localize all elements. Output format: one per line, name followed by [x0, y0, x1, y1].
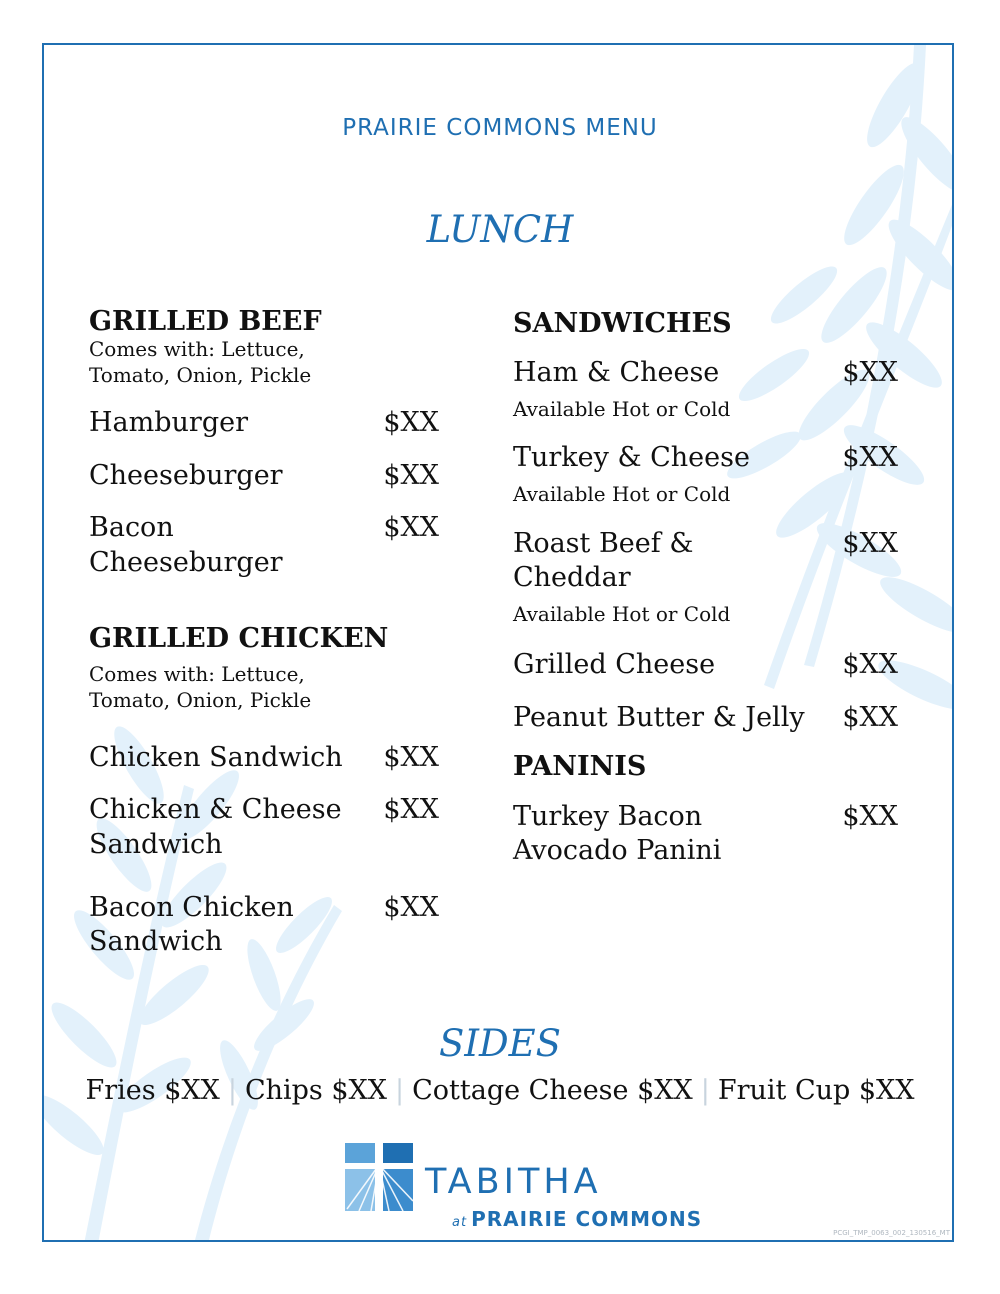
- item-name: [513, 527, 838, 631]
- item-name-line1: Turkey Bacon: [513, 800, 703, 832]
- item-name-line2: Cheeseburger: [89, 546, 283, 578]
- tabitha-logo-icon: [345, 1143, 413, 1211]
- side-chips-name: Chips: [244, 1075, 323, 1106]
- menu-item-hamburger: [89, 406, 439, 441]
- item-name: Grilled Cheese: [513, 649, 716, 681]
- side-separator: |: [395, 1075, 405, 1106]
- item-name-line2: Sandwich: [89, 828, 223, 860]
- item-price: $XX: [383, 741, 439, 773]
- grilled-chicken-desc-line1: Comes with: Lettuce,: [89, 661, 305, 686]
- item-name: [89, 511, 379, 580]
- side-fruit-cup-price: $XX: [858, 1075, 915, 1106]
- sandwiches-title: SANDWICHES: [513, 308, 732, 339]
- grilled-beef-desc-line1: Comes with: Lettuce,: [89, 337, 305, 362]
- grilled-beef-desc-line2: Tomato, Onion, Pickle: [89, 363, 312, 388]
- item-name-line2: Sandwich: [89, 926, 223, 958]
- item-price: $XX: [842, 442, 898, 474]
- item-price: $XX: [383, 794, 439, 826]
- item-name: [513, 800, 838, 869]
- menu-item-bacon-chicken-sandwich: [89, 891, 439, 960]
- side-cottage-cheese-name: Cottage Cheese: [412, 1075, 629, 1106]
- menu-item-peanut-butter-jelly: [513, 701, 898, 736]
- menu-header: PRAIRIE COMMONS MENU: [342, 115, 658, 141]
- logo-wordmark: TABITHA: [425, 1162, 602, 1202]
- side-fries-price: $XX: [164, 1075, 220, 1106]
- item-name: Hamburger: [89, 407, 248, 439]
- item-name-line1: Bacon Chicken: [89, 891, 294, 923]
- logo-at: at: [452, 1215, 468, 1230]
- grilled-chicken-title: GRILLED CHICKEN: [89, 622, 389, 654]
- item-price: $XX: [842, 800, 898, 832]
- side-separator: |: [227, 1075, 237, 1106]
- logo-subtitle: [452, 1207, 702, 1231]
- menu-item-turkey-bacon-avocado-panini: [513, 800, 898, 869]
- item-name: Peanut Butter & Jelly: [513, 701, 805, 733]
- item-name-text: Turkey & Cheese: [513, 442, 750, 474]
- menu-item-grilled-cheese: [513, 648, 898, 683]
- side-fruit-cup-name: Fruit Cup: [717, 1075, 851, 1106]
- side-chips-price: $XX: [331, 1075, 387, 1106]
- item-price: $XX: [842, 527, 898, 559]
- item-name-line1: Bacon: [89, 512, 174, 544]
- item-price: $XX: [383, 407, 439, 439]
- grilled-chicken-desc-line2: Tomato, Onion, Pickle: [89, 687, 312, 712]
- item-price: $XX: [842, 649, 898, 681]
- sides-title: SIDES: [439, 1022, 561, 1065]
- item-name: [513, 356, 838, 425]
- item-name-line2: Avocado Panini: [513, 835, 722, 867]
- sides-list: [0, 1075, 1000, 1106]
- item-name: Chicken Sandwich: [89, 741, 343, 773]
- item-name-line1: Roast Beef &: [513, 527, 694, 559]
- menu-item-ham-cheese: [513, 356, 898, 425]
- item-name: [513, 441, 838, 510]
- item-note: Available Hot or Cold: [513, 396, 731, 421]
- paninis-title: PANINIS: [513, 751, 647, 783]
- item-note: Available Hot or Cold: [513, 601, 731, 626]
- right-column: [513, 310, 898, 869]
- side-fries-name: Fries: [85, 1075, 156, 1106]
- grilled-beef-title: GRILLED BEEF: [89, 306, 322, 337]
- item-price: $XX: [842, 701, 898, 733]
- menu-item-roast-beef-cheddar: [513, 527, 898, 631]
- item-name-line2: Cheddar: [513, 562, 631, 594]
- lunch-title: LUNCH: [426, 208, 574, 251]
- menu-item-cheeseburger: [89, 459, 439, 494]
- item-name-line1: Chicken & Cheese: [89, 794, 342, 826]
- footer-code: PCGI_TMP_0063_002_130516_MT: [833, 1229, 950, 1237]
- item-name: [89, 891, 379, 960]
- side-separator: |: [700, 1075, 710, 1106]
- item-name: [89, 793, 379, 862]
- side-cottage-cheese-price: $XX: [637, 1075, 693, 1106]
- menu-item-turkey-cheese: [513, 441, 898, 510]
- logo-sub-text: PRAIRIE COMMONS: [471, 1207, 703, 1231]
- item-price: $XX: [383, 459, 439, 491]
- menu-item-chicken-sandwich: [89, 741, 439, 776]
- item-note: Available Hot or Cold: [513, 481, 731, 506]
- item-name-text: Ham & Cheese: [513, 357, 720, 389]
- left-column: [89, 308, 439, 960]
- item-name: Cheeseburger: [89, 459, 283, 491]
- menu-item-chicken-cheese-sandwich: [89, 793, 439, 862]
- item-price: $XX: [383, 512, 439, 544]
- menu-item-bacon-cheeseburger: [89, 511, 439, 580]
- item-price: $XX: [383, 891, 439, 923]
- item-price: $XX: [842, 357, 898, 389]
